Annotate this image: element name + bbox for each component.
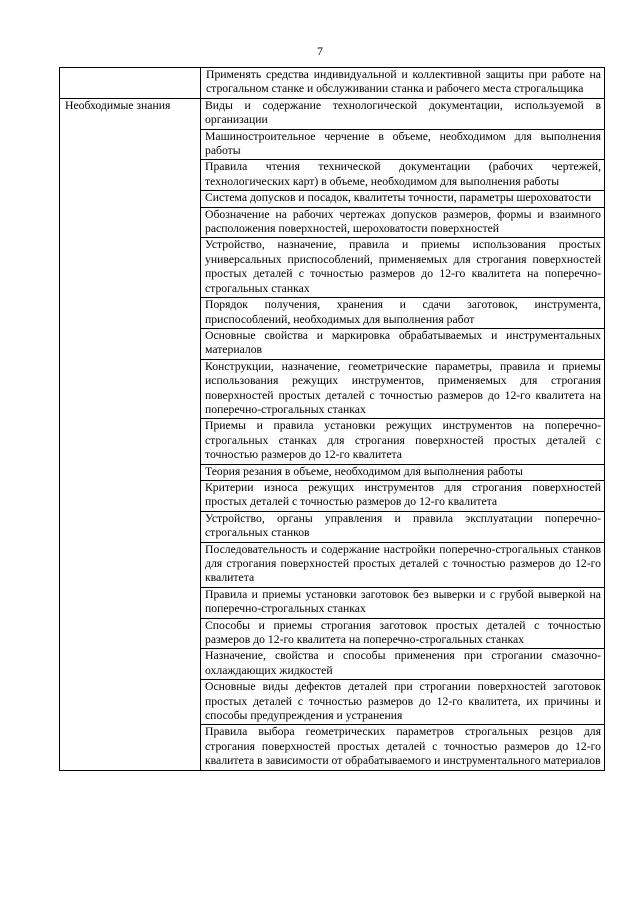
table-cell: Применять средства индивидуальной и коллективной защиты при работе на строгальном станке и обслуживании станка и рабочего места строгальщика	[201, 68, 605, 99]
table-cell: Теория резания в объеме, необходимом для выполнения работы	[201, 464, 605, 480]
table-cell: Основные свойства и маркировка обрабатываемых и инструментальных материалов	[201, 328, 605, 359]
table-cell: Назначение, свойства и способы применения при строгании смазочно-охлаждающих жидкостей	[201, 649, 605, 680]
table-cell: Правила чтения технической документации (рабочих чертежей, технологических карт) в объеме, необходимом для выполнения работы	[201, 160, 605, 191]
table-row	[60, 98, 605, 129]
table-cell: Последовательность и содержание настройки поперечно-строгальных станков для строгания поверхностей простых деталей с точностью размеров до 12-го квалитета	[201, 542, 605, 587]
table-cell: Устройство, органы управления и правила эксплуатации поперечно-строгальных станков	[201, 511, 605, 542]
section-label: Необходимые знания	[60, 98, 201, 770]
table-cell: Конструкции, назначение, геометрические параметры, правила и приемы использования режущих инструментов, применяемых для строгания поверхностей простых деталей с точностью размеров до 12-го квалитета на поперечно-строгальных станках	[201, 359, 605, 419]
table-cell: Обозначение на рабочих чертежах допусков размеров, формы и взаимного расположения поверхностей, шероховатости поверхностей	[201, 207, 605, 238]
table-cell: Устройство, назначение, правила и приемы использования простых универсальных приспособлений, применяемых для строгания поверхностей простых деталей с точностью размеров до 12-го квалитета на поперечно-строгальных станках	[201, 238, 605, 298]
table-cell: Приемы и правила установки режущих инструментов на поперечно-строгальных станках для строгания поверхностей простых деталей с точностью размеров до 12-го квалитета	[201, 419, 605, 464]
table-cell: Правила и приемы установки заготовок без выверки и с грубой выверкой на поперечно-строгальных станках	[201, 587, 605, 618]
table-cell: Критерии износа режущих инструментов для строгания поверхностей простых деталей с точностью размеров до 12-го квалитета	[201, 480, 605, 511]
table-cell: Основные виды дефектов деталей при строгании поверхностей заготовок простых деталей с точностью размеров до 12-го квалитета, их причины и способы предупреждения и устранения	[201, 680, 605, 725]
table-cell: Способы и приемы строгания заготовок простых деталей с точностью размеров до 12-го квалитета на поперечно-строгальных станках	[201, 618, 605, 649]
knowledge-table	[59, 67, 605, 771]
table-cell: Машиностроительное черчение в объеме, необходимом для выполнения работы	[201, 129, 605, 160]
page-number: 7	[317, 44, 323, 58]
table-body	[60, 68, 605, 771]
table-cell: Правила выбора геометрических параметров строгальных резцов для строгания поверхностей простых деталей с точностью размеров до 12-го квалитета в зависимости от обрабатываемого и инструментального материалов	[201, 725, 605, 770]
empty-label-cell	[60, 68, 201, 99]
table-cell: Система допусков и посадок, квалитеты точности, параметры шероховатости	[201, 191, 605, 207]
table-cell: Порядок получения, хранения и сдачи заготовок, инструмента, приспособлений, необходимых для выполнения работ	[201, 298, 605, 329]
table-row	[60, 68, 605, 99]
table-cell: Виды и содержание технологической документации, используемой в организации	[201, 98, 605, 129]
